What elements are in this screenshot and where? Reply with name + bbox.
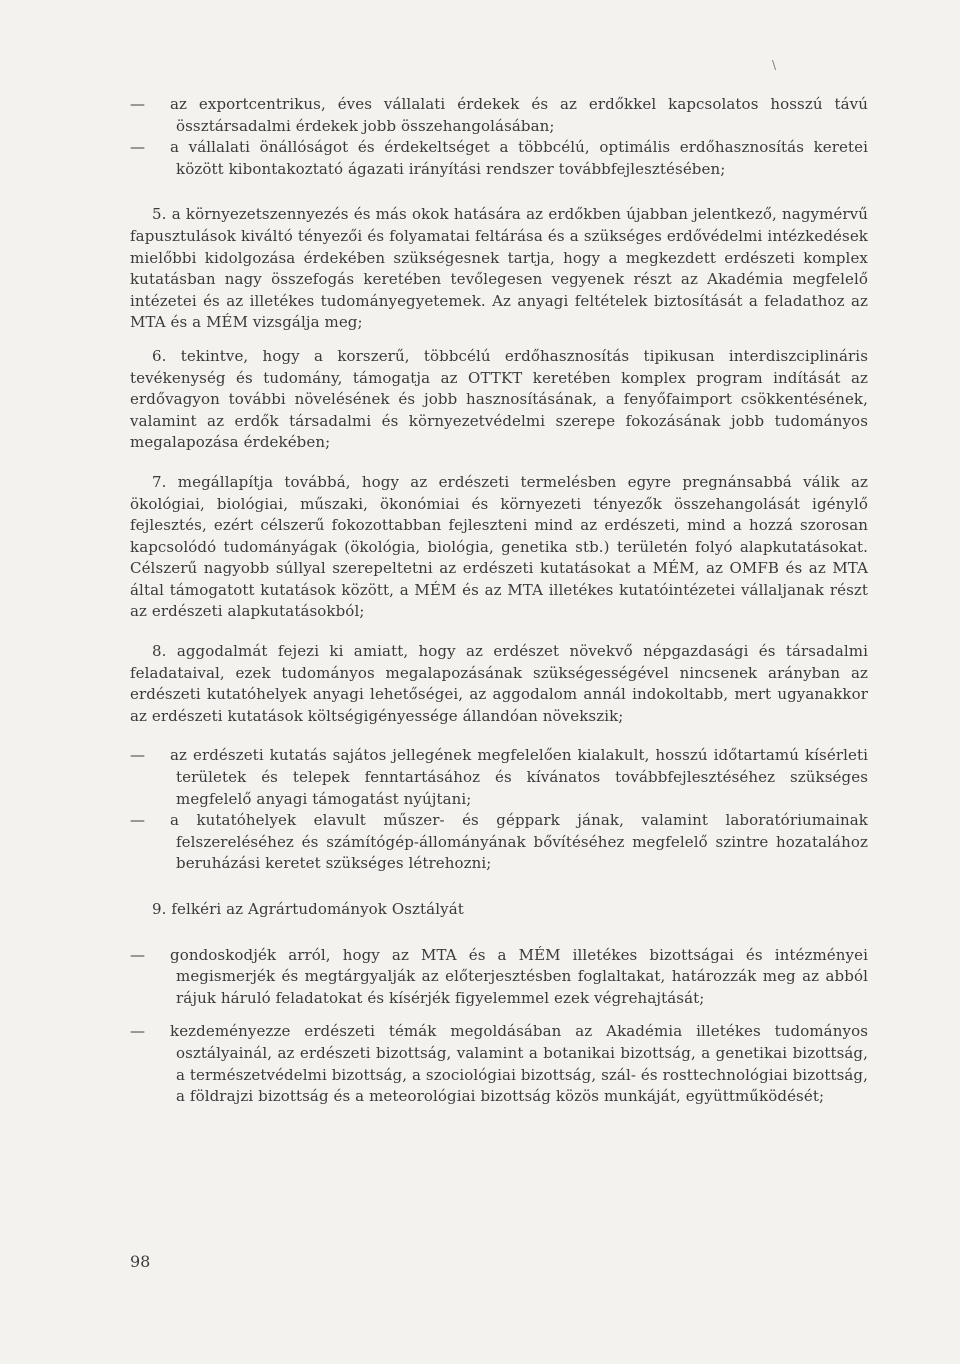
paragraph-5: 5. a környezetszennyezés és más okok hatására az erdőkben újabban jelentkező, nagymérvű fapusztulások kiváltó tényezői és folyamatai feltárása és a szükséges erdővédelmi intézkedések mielőbbi kidolgozása érdekében szükségesnek tartja, hogy a megkezdett erdészeti komplex kutatásban nagy összefogás keretében tevőlegesen vegyenek részt az Akadémia megfelelő intézetei és az illetékes tudományegyetemek. Az anyagi feltételek biztosítását a feladathoz az MTA és a MÉM vizsgálja meg; <box>130 205 868 332</box>
list-item-text: az erdészeti kutatás sajátos jellegének megfelelően kialakult, hosszú időtartamú kísérleti területek és telepek fenntartásához és kívánatos továbbfejlesztéséhez szükséges megfelelő anyagi támogatást nyújtani; <box>170 746 868 808</box>
list-item-text: a kutatóhelyek elavult műszer- és géppark jának, valamint laboratóriumainak felszereléséhez és számítógép-állományának bővítéséhez megfelelő szintre hozatalához beruházási keretet szükséges létrehozni; <box>170 811 868 873</box>
dash-marker: — <box>130 138 146 157</box>
paragraph-8: 8. aggodalmát fejezi ki amiatt, hogy az erdészet növekvő népgazdasági és társadalmi feladataival, ezek tudományos megalapozásának szükségességével nincsenek arányban az erdészeti kutatóhelyek anyagi lehetőségei, az aggodalom annál indokoltabb, mert ugyanakkor az erdészeti kutatások költségigényessége állandóan növekszik; <box>130 642 868 725</box>
list-item-text: gondoskodjék arról, hogy az MTA és a MÉM illetékes bizottságai és intézményei megismerjék és megtárgyalják az előterjesztésben foglaltakat, határozzák meg az abból rájuk háruló feladatokat és kísérjék figyelemmel ezek végrehajtását; <box>170 945 868 1007</box>
paragraph-6: 6. tekintve, hogy a korszerű, többcélú erdőhasznosítás tipikusan interdiszciplináris tevékenység és tudomány, támogatja az OTTKT keretében komplex program indítását az erdővagyon további növelésének és jobb hasznosításának, a fenyőfaimport csökkentésének, valamint az erdők társadalmi és környezetvédelmi szerepe fokozásának jobb tudományos megalapozása érdekében; <box>130 346 868 452</box>
body-text <box>130 94 868 1108</box>
paragraph-9: 9. felkéri az Agrártudományok Osztályát <box>152 900 464 918</box>
list-item-text: az exportcentrikus, éves vállalati érdekek és az erdőkkel kapcsolatos hosszú távú össztársadalmi érdekek jobb összehangolásában; <box>170 95 868 135</box>
list-item <box>130 745 868 810</box>
list-item-text: kezdeményezze erdészeti témák megoldásában az Akadémia illetékes tudományos osztályainál, az erdészeti bizottság, valamint a botanikai bizottság, a genetikai bizottság, a természetvédelmi bizottság, a szociológiai bizottság, szál- és rosttechnológiai bizottság, a földrajzi bizottság és a meteorológiai bizottság közös munkáját, együttműködését; <box>170 1022 868 1106</box>
dash-marker: — <box>130 746 146 765</box>
page-number: 98 <box>130 1252 151 1271</box>
list-item <box>130 1021 868 1107</box>
scan-mark: \ <box>772 58 777 72</box>
paragraph-7: 7. megállapítja továbbá, hogy az erdészeti termelésben egyre pregnánsabbá válik az ökológiai, biológiai, műszaki, ökonómiai és környezeti tényezők összehangolását igénylő fejlesztés, ezért célszerű fokozottabban fejleszteni mind az erdészeti, mind a hozzá szorosan kapcsolódó tudományágak (ökológia, biológia, genetika stb.) területén folyó alapkutatásokat. Célszerű nagyobb súllyal szerepeltetni az erdészeti kutatásokat a MÉM, az OMFB és az MTA által támogatott kutatások között, a MÉM és az MTA illetékes kutatóintézetei vállaljanak részt az erdészeti alapkutatásokból; <box>130 472 868 621</box>
list-item <box>130 810 868 875</box>
list-item-text: a vállalati önállóságot és érdekeltséget a többcélú, optimális erdőhasznosítás keretei között kibontakoztató ágazati irányítási rendszer továbbfejlesztésében; <box>170 138 868 178</box>
dash-marker: — <box>130 1022 146 1041</box>
list-item <box>130 137 868 180</box>
list-item <box>130 945 868 1010</box>
dash-marker: — <box>130 95 146 113</box>
dash-marker: — <box>130 811 146 830</box>
dash-marker: — <box>130 945 146 964</box>
list-item <box>130 94 868 137</box>
